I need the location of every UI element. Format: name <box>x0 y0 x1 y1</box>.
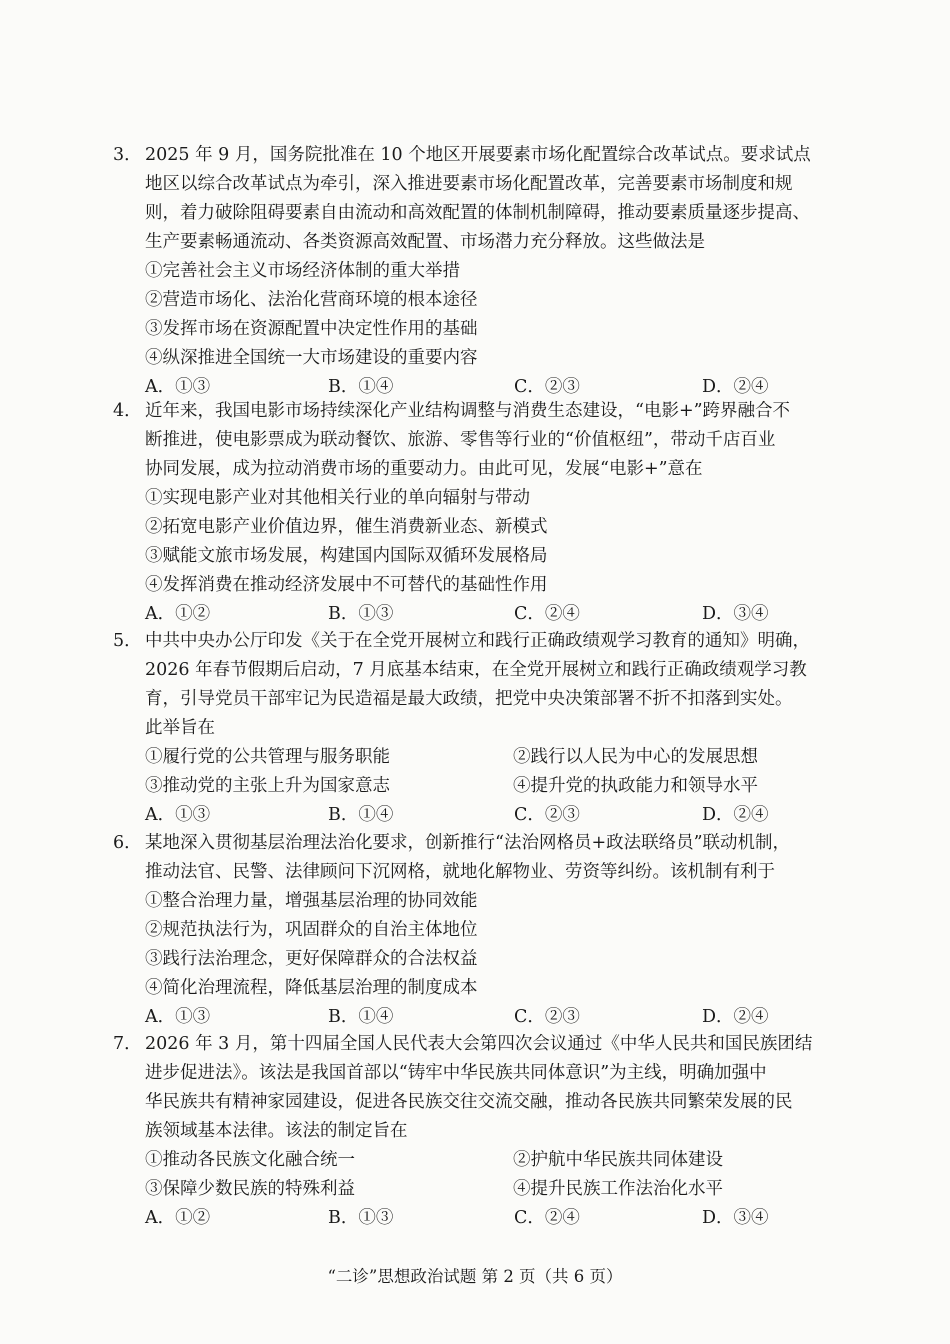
answer-choice-b: B．①③ <box>328 604 394 624</box>
question-5 <box>0 627 950 830</box>
answer-choice-d: D．③④ <box>702 1208 769 1228</box>
stem-line: 2026 年春节假期后启动，7 月底基本结束，在全党开展树立和践行正确政绩观学习教 <box>145 660 807 680</box>
option-2: ②规范执法行为，巩固群众的自治主体地位 <box>145 920 478 940</box>
answer-choice-c: C．②③ <box>514 1007 580 1027</box>
option-4: ④简化治理流程，降低基层治理的制度成本 <box>145 978 478 998</box>
option-1: ①推动各民族文化融合统一 <box>145 1150 355 1170</box>
option-1: ①整合治理力量，增强基层治理的协同效能 <box>145 891 478 911</box>
question-7 <box>0 1030 950 1233</box>
option-2: ②护航中华民族共同体建设 <box>513 1150 723 1170</box>
option-3: ③发挥市场在资源配置中决定性作用的基础 <box>145 319 478 339</box>
stem-line: 2025 年 9 月，国务院批准在 10 个地区开展要素市场化配置综合改革试点。要求试点 <box>145 145 811 165</box>
stem-line: 2026 年 3 月，第十四届全国人民代表大会第四次会议通过《中华人民共和国民族团结 <box>145 1034 813 1054</box>
question-number: 3． <box>113 145 142 165</box>
question-number: 5． <box>113 631 142 651</box>
answer-choice-c: C．②③ <box>514 377 580 397</box>
stem-line: 生产要素畅通流动、各类资源高效配置、市场潜力充分释放。这些做法是 <box>145 232 705 252</box>
option-2: ②营造市场化、法治化营商环境的根本途径 <box>145 290 478 310</box>
stem-line: 华民族共有精神家园建设，促进各民族交往交流交融，推动各民族共同繁荣发展的民 <box>145 1092 793 1112</box>
option-2: ②践行以人民为中心的发展思想 <box>513 747 758 767</box>
answer-choice-b: B．①④ <box>328 377 394 397</box>
question-number: 4． <box>113 401 142 421</box>
option-3: ③践行法治理念，更好保障群众的合法权益 <box>145 949 478 969</box>
stem-line: 族领域基本法律。该法的制定旨在 <box>145 1121 408 1141</box>
stem-line: 中共中央办公厅印发《关于在全党开展树立和践行正确政绩观学习教育的通知》明确， <box>145 631 810 651</box>
answer-choice-c: C．②④ <box>514 1208 580 1228</box>
stem-line: 进步促进法》。该法是我国首部以“铸牢中华民族共同体意识”为主线，明确加强中 <box>145 1063 767 1083</box>
question-4 <box>0 397 950 629</box>
answer-choice-b: B．①④ <box>328 805 394 825</box>
answer-choice-d: D．②④ <box>702 805 769 825</box>
answer-choice-b: B．①④ <box>328 1007 394 1027</box>
answer-choice-a: A．①③ <box>145 377 211 397</box>
stem-line: 断推进，使电影票成为联动餐饮、旅游、零售等行业的“价值枢纽”，带动千店百业 <box>145 430 776 450</box>
answer-choice-a: A．①② <box>145 604 211 624</box>
question-6 <box>0 829 950 1032</box>
option-1: ①履行党的公共管理与服务职能 <box>145 747 390 767</box>
stem-line: 育，引导党员干部牢记为民造福是最大政绩，把党中央决策部署不折不扣落到实处。 <box>145 689 793 709</box>
option-1: ①实现电影产业对其他相关行业的单向辐射与带动 <box>145 488 530 508</box>
answer-choice-a: A．①③ <box>145 1007 211 1027</box>
option-4: ④提升民族工作法治化水平 <box>513 1179 723 1199</box>
page-footer: “二诊”思想政治试题 第 2 页（共 6 页） <box>327 1267 623 1286</box>
option-1: ①完善社会主义市场经济体制的重大举措 <box>145 261 460 281</box>
stem-line: 此举旨在 <box>145 718 215 738</box>
stem-line: 近年来，我国电影市场持续深化产业结构调整与消费生态建设，“电影+”跨界融合不 <box>145 401 791 421</box>
stem-line: 某地深入贯彻基层治理法治化要求，创新推行“法治网格员+政法联络员”联动机制， <box>145 833 791 853</box>
option-3: ③赋能文旅市场发展，构建国内国际双循环发展格局 <box>145 546 548 566</box>
answer-choice-d: D．②④ <box>702 1007 769 1027</box>
option-4: ④纵深推进全国统一大市场建设的重要内容 <box>145 348 478 368</box>
stem-line: 地区以综合改革试点为牵引，深入推进要素市场化配置改革，完善要素市场制度和规 <box>145 174 793 194</box>
answer-choice-d: D．③④ <box>702 604 769 624</box>
question-number: 6． <box>113 833 142 853</box>
option-4: ④发挥消费在推动经济发展中不可替代的基础性作用 <box>145 575 548 595</box>
option-4: ④提升党的执政能力和领导水平 <box>513 776 758 796</box>
answer-choice-a: A．①③ <box>145 805 211 825</box>
answer-choice-a: A．①② <box>145 1208 211 1228</box>
answer-choice-c: C．②④ <box>514 604 580 624</box>
answer-choice-b: B．①③ <box>328 1208 394 1228</box>
option-2: ②拓宽电影产业价值边界，催生消费新业态、新模式 <box>145 517 548 537</box>
option-3: ③保障少数民族的特殊利益 <box>145 1179 355 1199</box>
answer-choice-d: D．②④ <box>702 377 769 397</box>
question-3 <box>0 141 950 402</box>
question-number: 7． <box>113 1034 142 1054</box>
answer-choice-c: C．②③ <box>514 805 580 825</box>
stem-line: 则，着力破除阻碍要素自由流动和高效配置的体制机制障碍，推动要素质量逐步提高、 <box>145 203 810 223</box>
stem-line: 协同发展，成为拉动消费市场的重要动力。由此可见，发展“电影+”意在 <box>145 459 703 479</box>
option-3: ③推动党的主张上升为国家意志 <box>145 776 390 796</box>
stem-line: 推动法官、民警、法律顾问下沉网格，就地化解物业、劳资等纠纷。该机制有利于 <box>145 862 775 882</box>
